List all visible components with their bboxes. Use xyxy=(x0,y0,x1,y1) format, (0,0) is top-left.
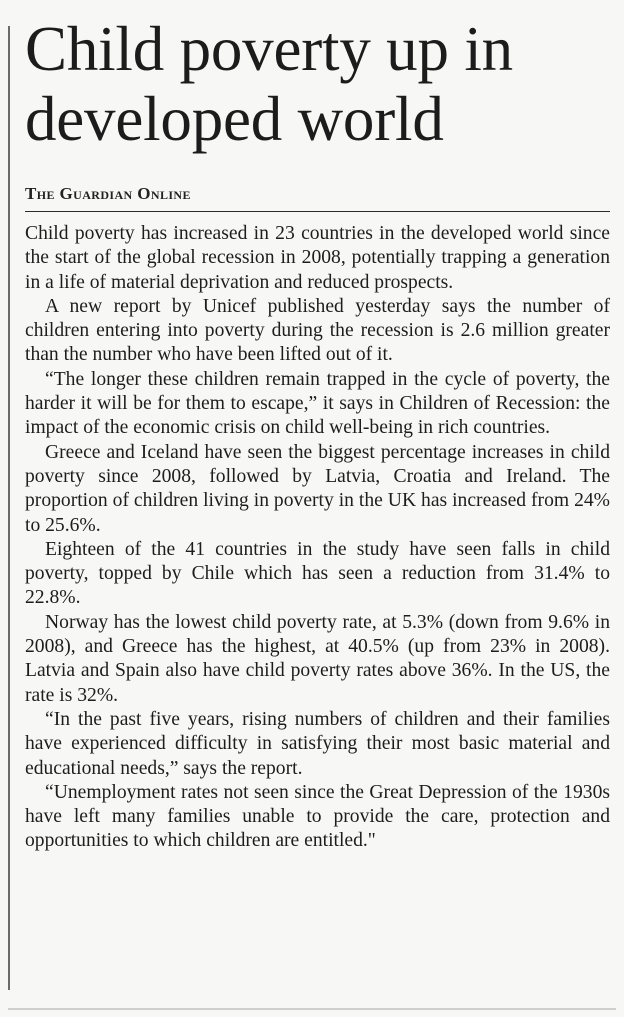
article xyxy=(25,14,610,854)
paragraph: “The longer these children remain trapped in the cycle of poverty, the harder it will be for them to escape,” it says in Children of Recession: the impact of the economic crisis on child well-being in rich countries. xyxy=(25,368,610,439)
byline-divider xyxy=(25,211,610,212)
paragraph: Greece and Iceland have seen the biggest percentage increases in child poverty since 2008, followed by Latvia, Croatia and Ireland. The proportion of children living in poverty in the UK has increased from 24% to 25.6%. xyxy=(25,441,610,536)
paragraph: “Unemployment rates not seen since the Great Depression of the 1930s have left many families unable to provide the care, protection and opportunities to which children are entitled." xyxy=(25,781,610,852)
headline: Child poverty up in developed world xyxy=(25,14,513,154)
paragraph: Norway has the lowest child poverty rate, at 5.3% (down from 9.6% in 2008), and Greece has the highest, at 40.5% (up from 23% in 2008). Latvia and Spain also have child poverty rates above 36%. In the US, the rate is 32%. xyxy=(25,611,610,706)
paragraph: Eighteen of the 41 countries in the study have seen falls in child poverty, topped by Chile which has seen a reduction from 31.4% to 22.8%. xyxy=(25,538,610,609)
paragraph: “In the past five years, rising numbers of children and their families have experienced difficulty in satisfying their most basic material and educational needs,” says the report. xyxy=(25,708,610,779)
paragraph: A new report by Unicef published yesterday says the number of children entering into poverty during the recession is 2.6 million greater than the number who have been lifted out of it. xyxy=(25,295,610,366)
source-byline: The Guardian Online xyxy=(25,184,191,203)
paragraph: Child poverty has increased in 23 countries in the developed world since the start of the global recession in 2008, potentially trapping a generation in a life of material deprivation and reduced prospects. xyxy=(25,223,610,293)
article-body xyxy=(25,222,610,854)
bottom-rule xyxy=(8,1008,616,1010)
left-column-rule xyxy=(8,26,10,990)
